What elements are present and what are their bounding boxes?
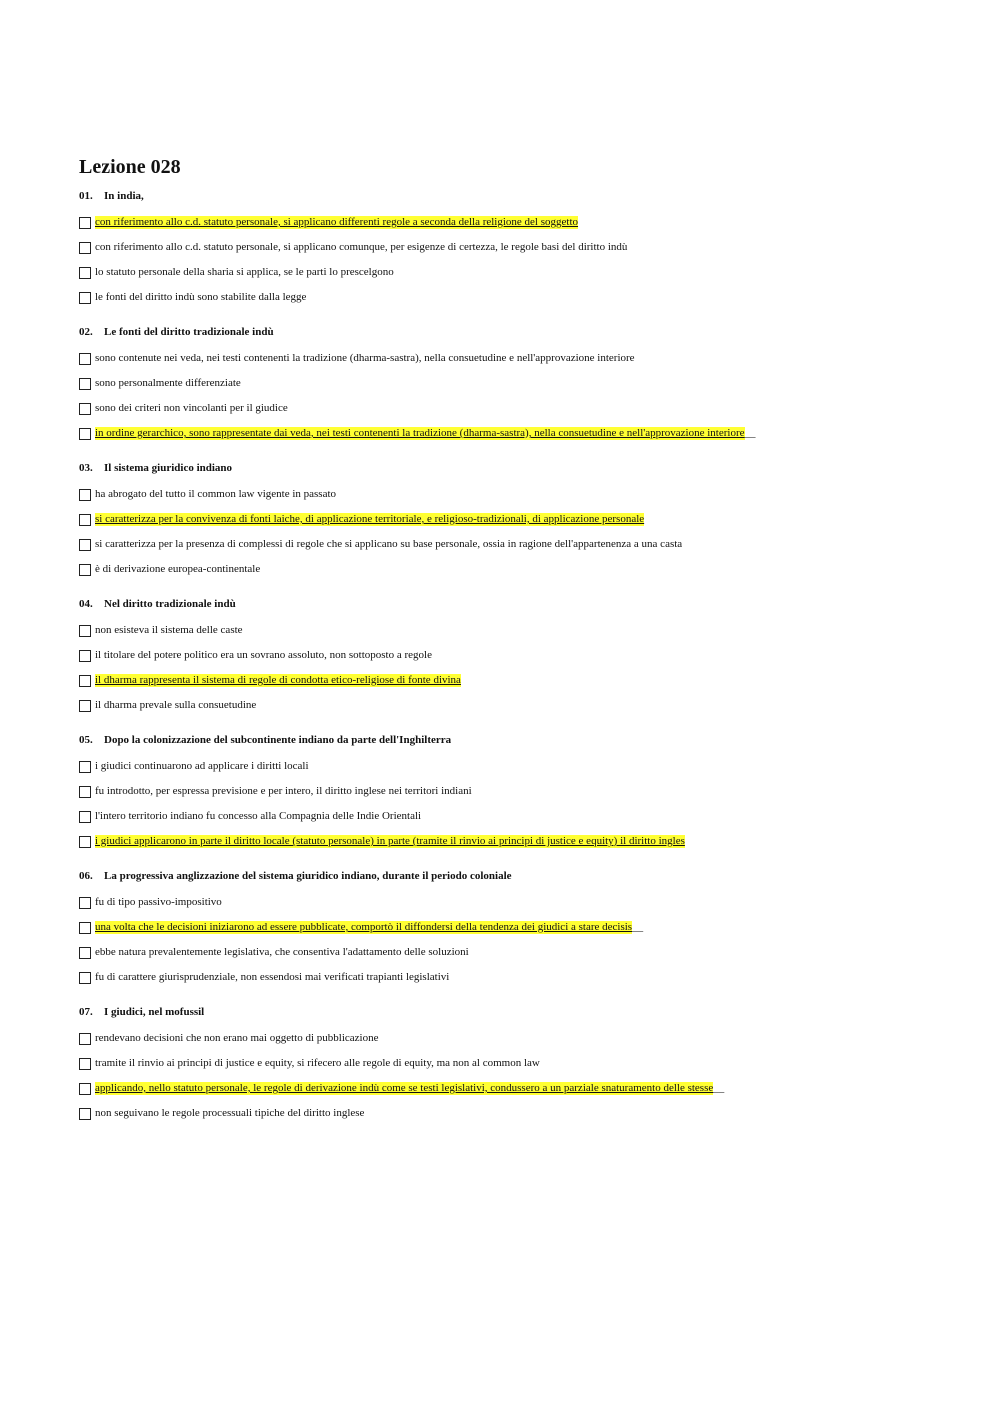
question-text: Nel diritto tradizionale indù [104,598,236,610]
answer-option[interactable] [79,965,959,990]
answer-checkbox[interactable] [79,292,91,304]
answer-text: le fonti del diritto indù sono stabilite dalla legge [95,291,307,303]
question-number: 05. [79,734,93,746]
answer-text-highlighted: applicando, nello statuto personale, le regole di derivazione indù come se testi legislativi, condussero a un parziale snaturamento delle stesse [95,1082,714,1094]
answer-text: non seguivano le regole processuali tipiche del diritto inglese [95,1107,365,1119]
answer-checkbox[interactable] [79,1108,91,1120]
answer-checkbox[interactable] [79,1033,91,1045]
answer-text: si caratterizza per la presenza di complessi di regole che si applicano su base personale, ossia in ragione dell'appartenenza a una casta [95,538,683,550]
question-2 [79,322,959,446]
question-heading [79,186,959,206]
answer-option[interactable] [79,210,959,235]
answer-option[interactable] [79,779,959,804]
answer-text: ha abrogato del tutto il common law vigente in passato [95,488,337,500]
answer-text: il titolare del potere politico era un sovrano assoluto, non sottoposto a regole [95,649,432,661]
question-number: 06. [79,870,93,882]
answer-text: il dharma prevale sulla consuetudine [95,699,257,711]
answer-text: è di derivazione europea-continentale [95,563,261,575]
answer-checkbox[interactable] [79,1058,91,1070]
question-7 [79,1002,959,1126]
question-5 [79,730,959,854]
answer-text: fu di carattere giurisprudenziale, non essendosi mai verificati trapianti legislativi [95,971,450,983]
answer-option[interactable] [79,507,959,532]
answer-text-highlighted: il dharma rappresenta il sistema di regole di condotta etico-religiose di fonte divina [95,674,461,686]
answer-option[interactable] [79,421,959,446]
answer-trailing-mark: __ [744,427,756,439]
answer-option[interactable] [79,371,959,396]
answer-text: fu di tipo passivo-impositivo [95,896,222,908]
answer-option[interactable] [79,1026,959,1051]
question-number: 04. [79,598,93,610]
answer-checkbox[interactable] [79,428,91,440]
answer-checkbox[interactable] [79,403,91,415]
answer-checkbox[interactable] [79,1083,91,1095]
question-number: 07. [79,1006,93,1018]
answer-text: i giudici continuarono ad applicare i diritti locali [95,760,309,772]
lesson-title: Lezione 028 [79,156,181,178]
question-text: I giudici, nel mofussil [104,1006,205,1018]
answer-checkbox[interactable] [79,836,91,848]
answer-text: fu introdotto, per espressa previsione e per intero, il diritto inglese nei territori indiani [95,785,472,797]
question-heading [79,322,959,342]
answer-checkbox[interactable] [79,811,91,823]
answer-checkbox[interactable] [79,972,91,984]
answer-option[interactable] [79,396,959,421]
question-text: Il sistema giuridico indiano [104,462,233,474]
question-1 [79,186,959,310]
answer-option[interactable] [79,804,959,829]
answer-option[interactable] [79,346,959,371]
answer-checkbox[interactable] [79,650,91,662]
question-number: 02. [79,326,93,338]
answer-text: rendevano decisioni che non erano mai oggetto di pubblicazione [95,1032,379,1044]
answer-checkbox[interactable] [79,242,91,254]
answer-checkbox[interactable] [79,378,91,390]
answer-text-highlighted: in ordine gerarchico, sono rappresentate dai veda, nei testi contenenti la tradizione (dharma-sastra), nella consuetudine e nell'approvazione interiore [95,427,745,439]
question-3 [79,458,959,582]
question-4 [79,594,959,718]
answer-checkbox[interactable] [79,761,91,773]
answer-option[interactable] [79,754,959,779]
answer-option[interactable] [79,532,959,557]
answer-text: l'intero territorio indiano fu concesso alla Compagnia delle Indie Orientali [95,810,422,822]
question-number: 01. [79,190,93,202]
answer-option[interactable] [79,693,959,718]
answer-checkbox[interactable] [79,489,91,501]
question-list [79,186,959,1126]
question-text: Dopo la colonizzazione del subcontinente indiano da parte dell'Inghilterra [104,734,452,746]
answer-text-highlighted: una volta che le decisioni iniziarono ad essere pubblicate, comportò il diffondersi della tendenza dei giudici a stare decisis [95,921,633,933]
answer-option[interactable] [79,557,959,582]
answer-option[interactable] [79,285,959,310]
answer-text-highlighted: con riferimento allo c.d. statuto personale, si applicano differenti regole a seconda della religione del soggetto [95,216,579,228]
answer-checkbox[interactable] [79,786,91,798]
answer-option[interactable] [79,1076,959,1101]
question-heading [79,1002,959,1022]
answer-option[interactable] [79,940,959,965]
answer-checkbox[interactable] [79,700,91,712]
answer-checkbox[interactable] [79,514,91,526]
answer-option[interactable] [79,235,959,260]
answer-text: ebbe natura prevalentemente legislativa, che consentiva l'adattamento delle soluzioni [95,946,469,958]
question-heading [79,594,959,614]
answer-checkbox[interactable] [79,922,91,934]
answer-trailing-mark: __ [632,921,644,933]
answer-checkbox[interactable] [79,267,91,279]
answer-checkbox[interactable] [79,947,91,959]
question-heading [79,458,959,478]
answer-option[interactable] [79,668,959,693]
answer-text-highlighted: i giudici applicarono in parte il diritto locale (statuto personale) in parte (tramite il rinvio ai principi di justice e equity) il diritto ingles [95,835,685,847]
answer-option[interactable] [79,890,959,915]
answer-checkbox[interactable] [79,217,91,229]
answer-option[interactable] [79,482,959,507]
question-6 [79,866,959,990]
answer-option[interactable] [79,1051,959,1076]
answer-checkbox[interactable] [79,675,91,687]
answer-option[interactable] [79,618,959,643]
answer-option[interactable] [79,1101,959,1126]
answer-text: non esisteva il sistema delle caste [95,624,243,636]
answer-option[interactable] [79,829,959,854]
answer-checkbox[interactable] [79,564,91,576]
question-number: 03. [79,462,93,474]
question-text: La progressiva anglizzazione del sistema giuridico indiano, durante il periodo coloniale [104,870,512,882]
answer-text: lo statuto personale della sharia si applica, se le parti lo prescelgono [95,266,394,278]
answer-text: tramite il rinvio ai principi di justice e equity, si rifecero alle regole di equity, ma non al common law [95,1057,540,1069]
answer-trailing-mark: __ [713,1082,725,1094]
answer-option[interactable] [79,260,959,285]
answer-checkbox[interactable] [79,897,91,909]
answer-text: sono personalmente differenziate [95,377,241,389]
answer-option[interactable] [79,643,959,668]
answer-checkbox[interactable] [79,539,91,551]
question-text: In india, [104,190,144,202]
document-page [79,154,959,1138]
answer-text: sono contenute nei veda, nei testi contenenti la tradizione (dharma-sastra), nella consuetudine e nell'approvazione interiore [95,352,635,364]
answer-text-highlighted: si caratterizza per la convivenza di fonti laiche, di applicazione territoriale, e religioso-tradizionali, di applicazione personale [95,513,645,525]
answer-checkbox[interactable] [79,353,91,365]
answer-text: sono dei criteri non vincolanti per il giudice [95,402,288,414]
question-heading [79,866,959,886]
answer-checkbox[interactable] [79,625,91,637]
question-text: Le fonti del diritto tradizionale indù [104,326,274,338]
answer-text: con riferimento allo c.d. statuto personale, si applicano comunque, per esigenze di certezza, le regole basi del diritto indù [95,241,628,253]
answer-option[interactable] [79,915,959,940]
question-heading [79,730,959,750]
